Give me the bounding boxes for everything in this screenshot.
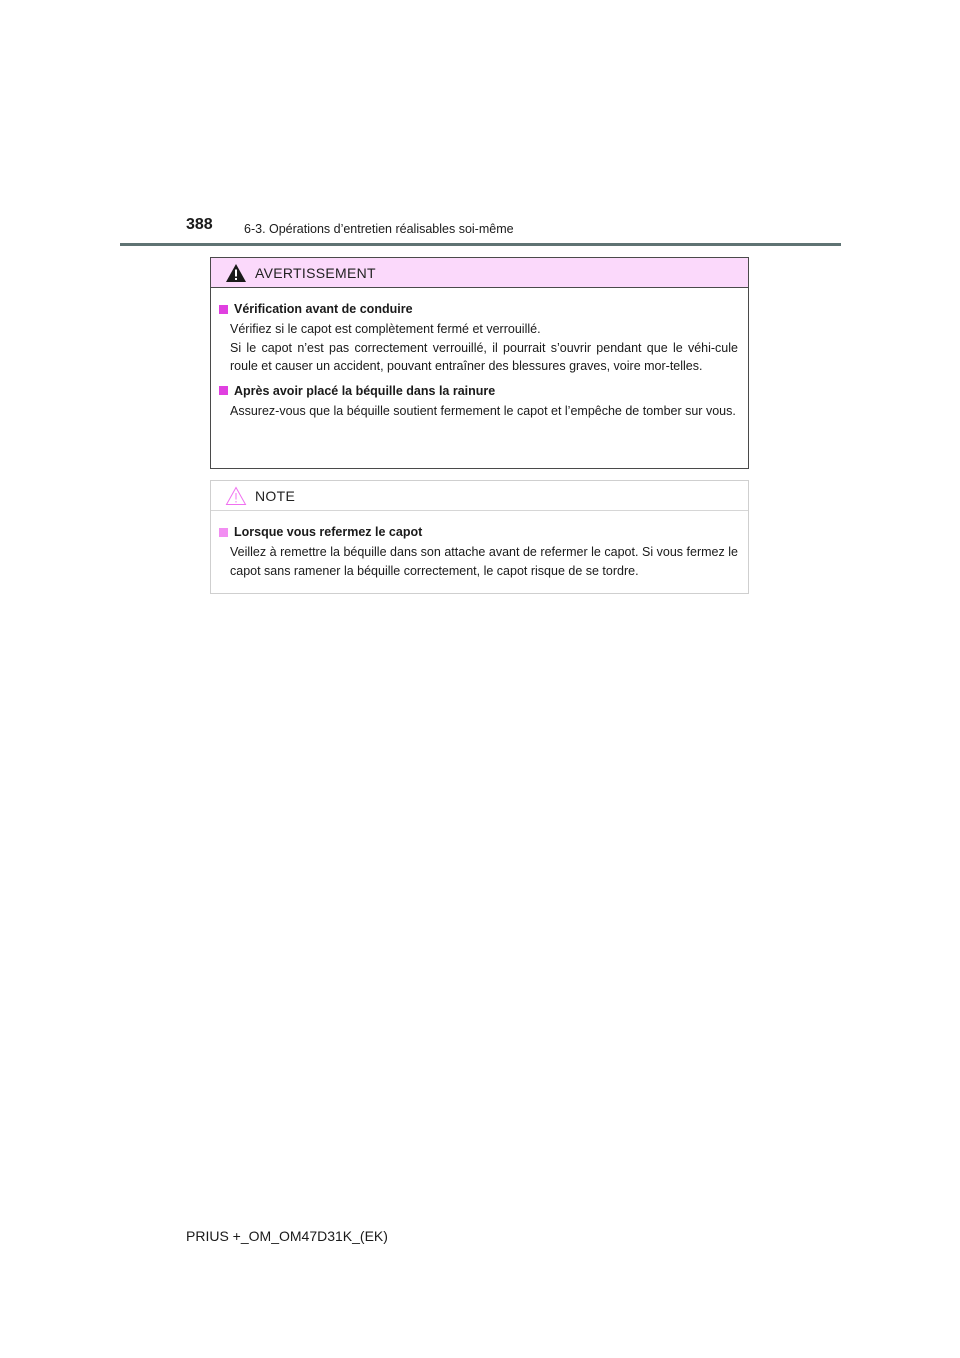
warning-header [211, 258, 748, 288]
header-rule [120, 243, 841, 246]
section-title: 6-3. Opérations d’entretien réalisables soi-même [244, 222, 514, 236]
note-item-title: Lorsque vous refermez le capot [219, 523, 738, 541]
note-item [219, 523, 738, 580]
warning-item-text: Assurez-vous que la béquille soutient fermement le capot et l’empêche de tomber sur vous. [230, 403, 736, 418]
warning-body [211, 288, 748, 420]
note-body [211, 511, 748, 580]
warning-item [219, 382, 738, 421]
note-triangle-icon [225, 486, 247, 506]
square-bullet-icon [219, 528, 228, 537]
warning-item-text: Vérifiez si le capot est complètement fermé et verrouillé. Si le capot n’est pas correctement verrouillé, il pourrait s’ouvrir pendant que le véhi-cule roule et causer un accident, pouvant entraîner des blessures graves, voire mor-telles. [230, 322, 738, 373]
warning-label: AVERTISSEMENT [255, 264, 376, 281]
square-bullet-icon [219, 386, 228, 395]
warning-item [219, 300, 738, 376]
note-box [210, 480, 749, 594]
note-label: NOTE [255, 487, 296, 504]
square-bullet-icon [219, 305, 228, 314]
document-code: PRIUS +_OM_OM47D31K_(EK) [186, 1228, 388, 1244]
warning-item-title: Après avoir placé la béquille dans la rainure [219, 382, 738, 400]
warning-triangle-icon [225, 263, 247, 283]
page-number: 388 [186, 216, 213, 233]
note-header [211, 481, 748, 511]
warning-item-title: Vérification avant de conduire [219, 300, 738, 318]
note-item-text: Veillez à remettre la béquille dans son attache avant de refermer le capot. Si vous fermez le capot sans ramener la béquille correctement, le capot risque de se tordre. [230, 545, 738, 578]
warning-box [210, 257, 749, 469]
